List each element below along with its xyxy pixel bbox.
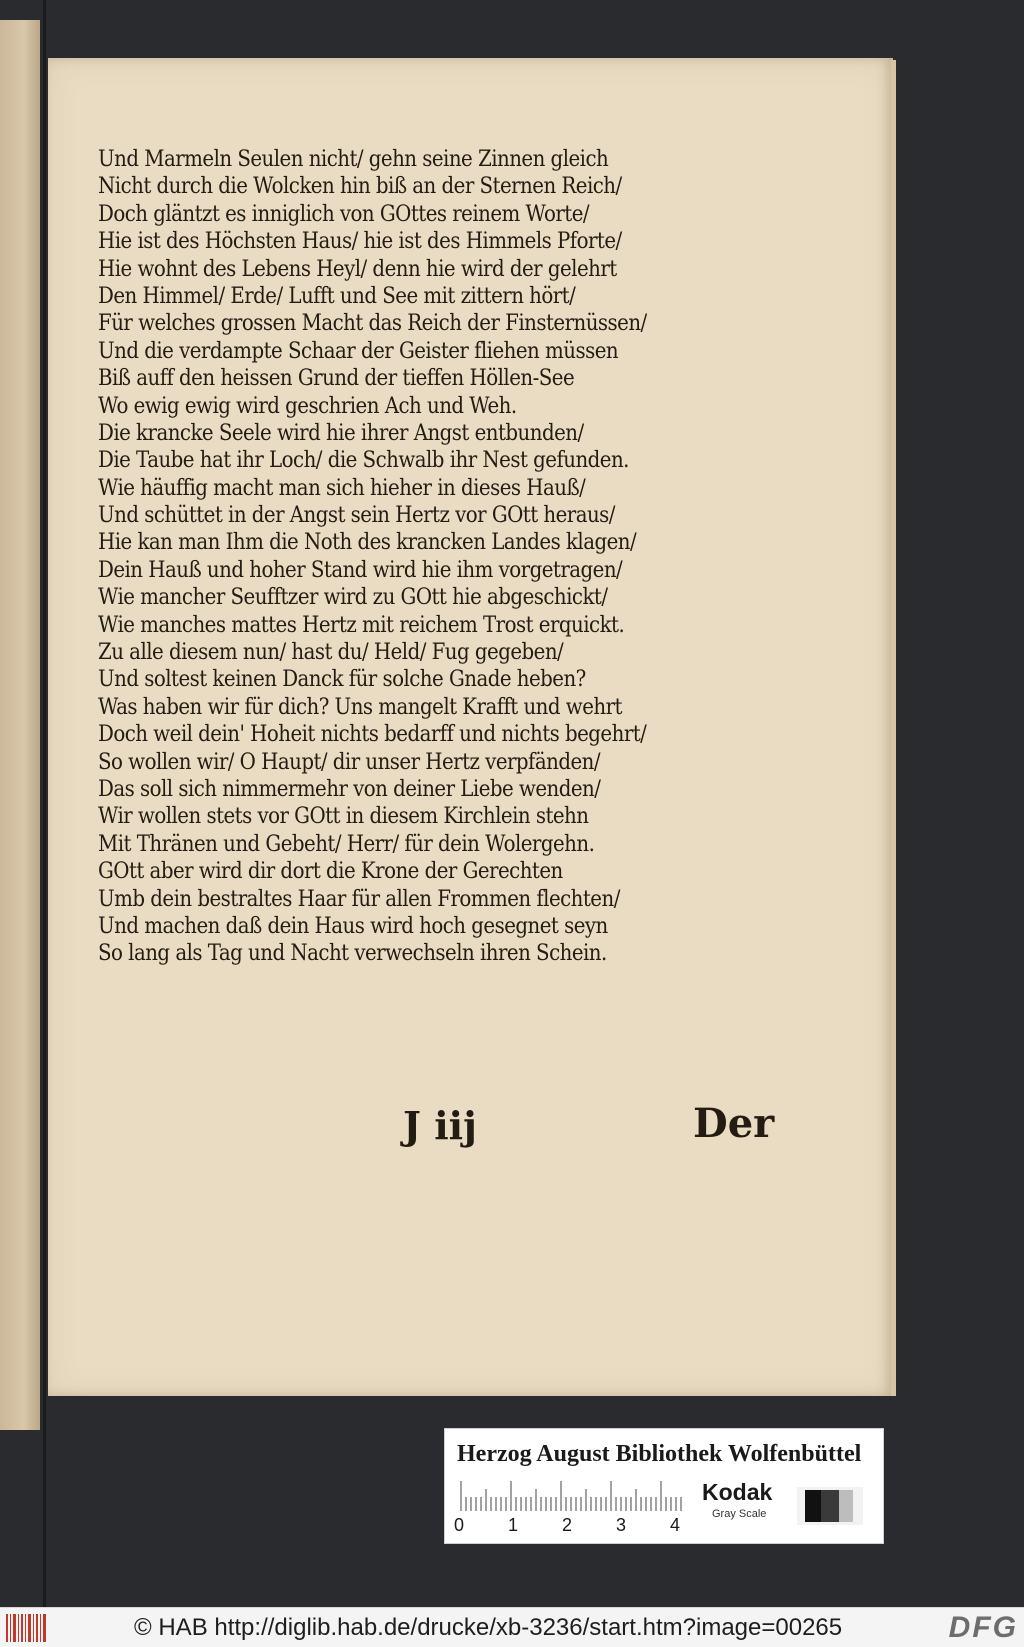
- text-line: Hie kan man Ihm die Noth des krancken Landes klagen/: [98, 530, 637, 556]
- viewer-footer: [0, 1607, 1024, 1647]
- catchword: Der: [693, 1100, 775, 1147]
- text-line: Und schüttet in der Angst sein Hertz vor GOtt heraus/: [98, 503, 615, 529]
- text-line: So lang als Tag und Nacht verwechseln ihren Schein.: [98, 941, 607, 967]
- text-line: Wie manches mattes Hertz mit reichem Trost erquickt.: [98, 612, 625, 638]
- text-line: Doch gläntzt es inniglich von GOttes reinem Worte/: [98, 201, 590, 227]
- text-line: Wo ewig ewig wird geschrien Ach und Weh.: [98, 393, 517, 419]
- text-line: Zu alle diesem nun/ hast du/ Held/ Fug gegeben/: [98, 640, 564, 666]
- text-line: Und Marmeln Seulen nicht/ gehn seine Zinnen gleich: [98, 147, 609, 172]
- text-line: So wollen wir/ O Haupt/ dir unser Hertz verpfänden/: [98, 749, 600, 775]
- barcode-icon: [4, 1612, 48, 1644]
- text-line: Und machen daß dein Haus wird hoch gesegnet seyn: [98, 913, 608, 939]
- footer-citation: [134, 1614, 842, 1642]
- copyright-label: © HAB: [134, 1614, 208, 1641]
- gray-scale-label: Gray Scale: [712, 1508, 767, 1520]
- ruler-number: 2: [562, 1515, 573, 1535]
- ruler-number: 0: [454, 1515, 465, 1535]
- page-fore-edge: [891, 60, 896, 1396]
- signature-mark: J iij: [403, 1103, 477, 1148]
- text-line: Und soltest keinen Danck für solche Gnade heben?: [98, 667, 586, 693]
- text-line: Mit Thränen und Gebeht/ Herr/ für dein Wolergehn.: [98, 831, 595, 857]
- library-name: Herzog August Bibliothek Wolfenbüttel: [457, 1441, 862, 1467]
- text-line: Hie ist des Höchsten Haus/ hie ist des Himmels Pforte/: [98, 229, 622, 255]
- text-line: Doch weil dein' Hoheit nichts bedarff und nichts begehrt/: [98, 722, 647, 748]
- text-line: Wie mancher Seufftzer wird zu GOtt hie abgeschickt/: [98, 585, 608, 611]
- text-line: Die krancke Seele wird hie ihrer Angst entbunden/: [98, 420, 584, 446]
- ruler-number: 4: [670, 1515, 681, 1535]
- text-line: Umb dein bestraltes Haar für allen Frommen flechten/: [98, 886, 620, 912]
- ruler-number: 3: [616, 1515, 627, 1535]
- text-line: Dein Hauß und hoher Stand wird hie ihm vorgetragen/: [98, 557, 623, 583]
- previous-page-edge: [0, 20, 40, 1430]
- permalink[interactable]: http://diglib.hab.de/drucke/xb-3236/start.htm?image=00265: [214, 1614, 843, 1641]
- book-page: [48, 58, 893, 1396]
- book-spine: [43, 0, 46, 1607]
- dfg-logo: DFG: [948, 1611, 1018, 1644]
- text-line: Wie häuffig macht man sich hieher in dieses Hauß/: [98, 475, 586, 501]
- text-line: Und die verdampte Schaar der Geister fliehen müssen: [98, 338, 619, 364]
- poem-text: [98, 146, 778, 968]
- ruler-scale: [459, 1479, 684, 1511]
- gray-scale-patches: [797, 1487, 863, 1525]
- text-line: Was haben wir für dich? Uns mangelt Krafft und wehrt: [98, 694, 622, 720]
- text-line: GOtt aber wird dir dort die Krone der Gerechten: [98, 859, 563, 885]
- text-line: Wir wollen stets vor GOtt in diesem Kirchlein stehn: [98, 804, 589, 830]
- kodak-logo: Kodak: [702, 1479, 773, 1505]
- text-line: Den Himmel/ Erde/ Lufft und See mit zittern hört/: [98, 283, 576, 309]
- ruler-number: 1: [508, 1515, 519, 1535]
- text-line: Das soll sich nimmermehr von deiner Liebe wenden/: [98, 776, 601, 802]
- text-line: Biß auff den heissen Grund der tieffen Höllen-See: [98, 366, 575, 392]
- color-calibration-card: [444, 1428, 884, 1544]
- text-line: Die Taube hat ihr Loch/ die Schwalb ihr Nest gefunden.: [98, 448, 629, 474]
- text-line: Für welches grossen Macht das Reich der Finsternüssen/: [98, 311, 647, 337]
- text-line: Hie wohnt des Lebens Heyl/ denn hie wird der gelehrt: [98, 256, 617, 282]
- text-line: Nicht durch die Wolcken hin biß an der Sternen Reich/: [98, 174, 622, 200]
